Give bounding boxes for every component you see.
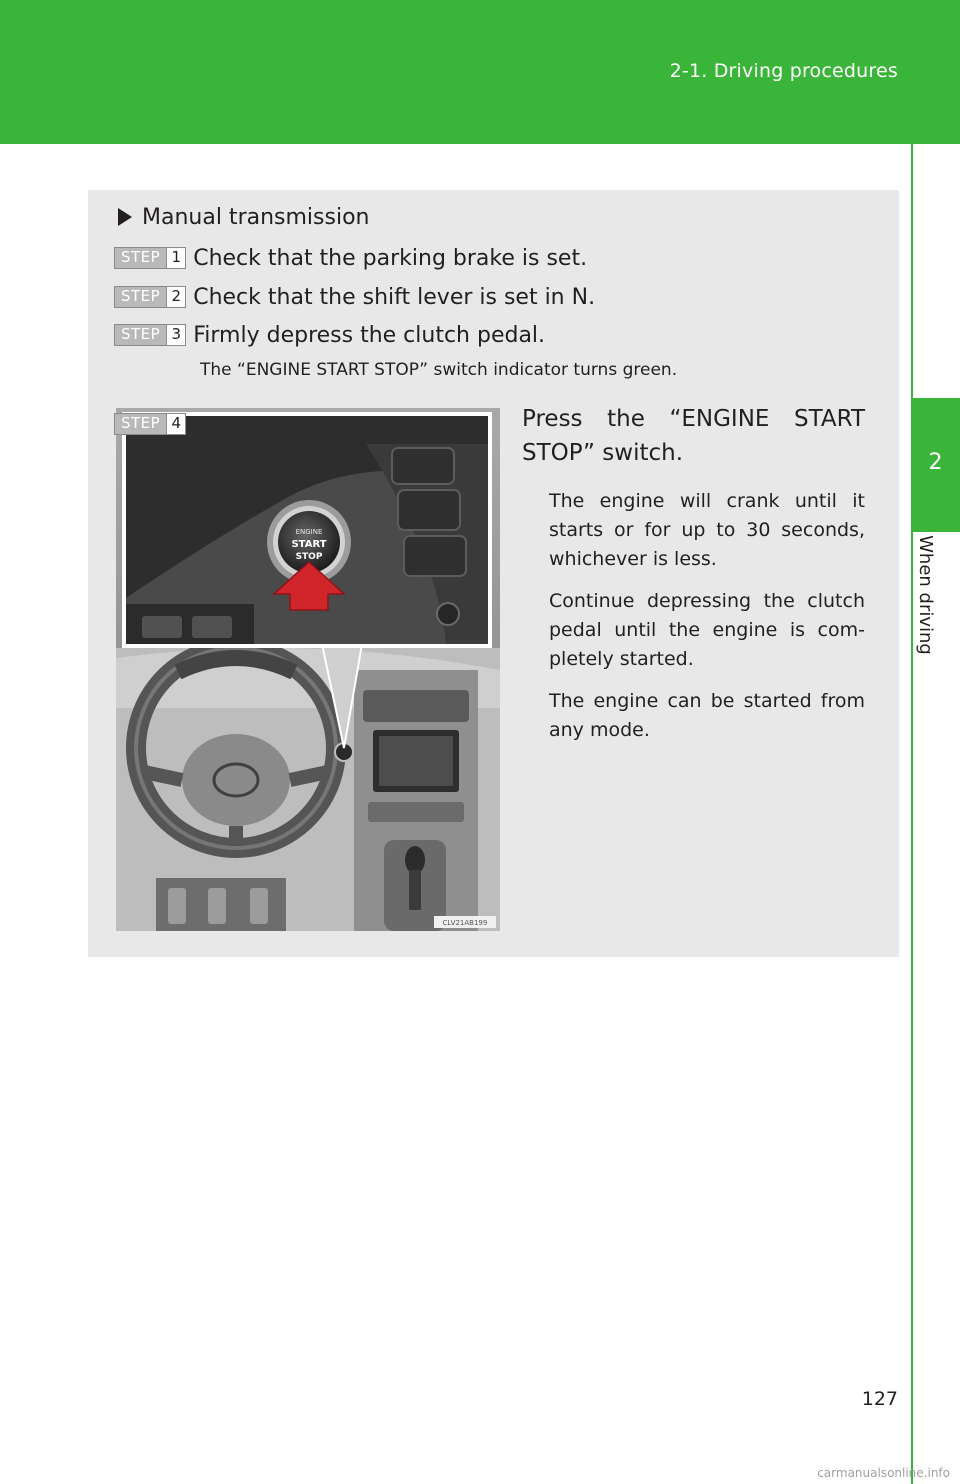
button-label-line-2: START bbox=[291, 539, 327, 550]
step-number: 4 bbox=[166, 414, 185, 434]
step-4-badge-row bbox=[114, 409, 193, 439]
dashboard-illustration bbox=[116, 408, 500, 931]
step-2 bbox=[114, 282, 595, 312]
heading-text: Manual transmission bbox=[142, 204, 370, 230]
step-4-paragraph-1: The engine will crank until it starts or for up to 30 seconds, whichever is less. bbox=[549, 490, 865, 570]
step-badge bbox=[114, 247, 186, 269]
triangle-bullet-icon bbox=[118, 208, 132, 226]
step-3 bbox=[114, 320, 545, 350]
step-4-paragraph-2: Continue depressing the clutch pedal until the engine is com-pletely started. bbox=[549, 590, 865, 670]
button-label-line-3: STOP bbox=[295, 552, 323, 562]
step-badge bbox=[114, 324, 186, 346]
step-4-text: Press the “ENGINE START STOP” switch. bbox=[522, 406, 865, 466]
step-number: 2 bbox=[166, 287, 185, 307]
step-text: Check that the shift lever is set in N. bbox=[193, 284, 596, 310]
tab-divider bbox=[911, 144, 913, 1484]
step-badge bbox=[114, 286, 186, 308]
section-title: 2-1. Driving procedures bbox=[669, 60, 898, 82]
side-tab bbox=[911, 144, 960, 1484]
chapter-number: 2 bbox=[928, 450, 943, 475]
page-number: 127 bbox=[861, 1388, 898, 1410]
step-3-note: The “ENGINE START STOP” switch indicator turns green. bbox=[200, 360, 678, 380]
illustration-code: CLV21AB199 bbox=[442, 919, 488, 927]
step-word: STEP bbox=[121, 414, 161, 432]
step-4-paragraph-3: The engine can be started from any mode. bbox=[549, 690, 865, 741]
step-word: STEP bbox=[121, 287, 161, 305]
step-1 bbox=[114, 243, 587, 273]
step-word: STEP bbox=[121, 248, 161, 266]
section-heading bbox=[118, 202, 369, 232]
watermark[interactable]: carmanualsonline.info bbox=[817, 1466, 950, 1480]
step-text: Check that the parking brake is set. bbox=[193, 245, 588, 271]
chapter-number-tab[interactable] bbox=[911, 398, 960, 532]
step-word: STEP bbox=[121, 325, 161, 343]
dashboard-illustration-svg bbox=[116, 408, 500, 931]
step-number: 3 bbox=[166, 325, 185, 345]
button-label-line-1: ENGINE bbox=[295, 528, 323, 536]
step-text: Firmly depress the clutch pedal. bbox=[193, 322, 546, 348]
chapter-label: When driving bbox=[915, 535, 936, 655]
step-badge bbox=[114, 413, 186, 435]
step-number: 1 bbox=[166, 248, 185, 268]
